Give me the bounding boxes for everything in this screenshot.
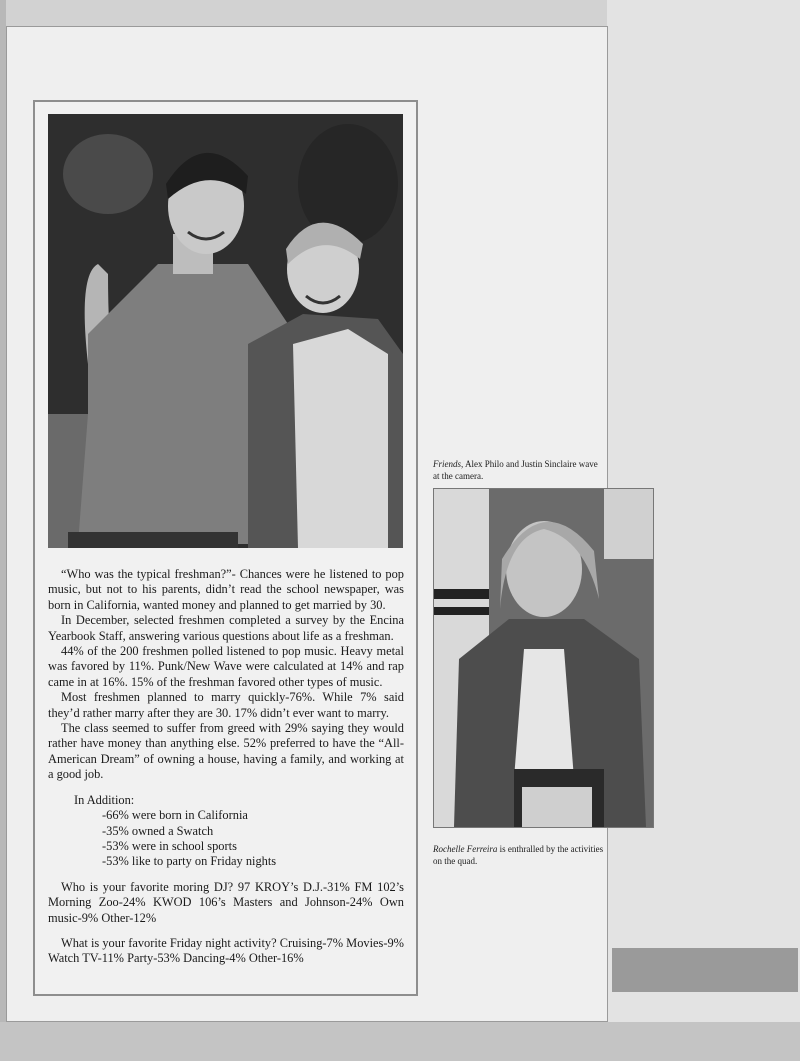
article-paragraph: “Who was the typical freshman?”- Chances were he listened to pop music, but not to his parents, didn’t read the school newspaper, was born in California, wanted money and planned to get married by 30. [48,567,404,612]
caption-rochelle-text: is enthralled by the activities on the quad. [433,844,604,866]
friday-question: What is your favorite Friday night activity? Cruising-7% Movies-9% Watch TV-11% Party-53% Dancing-4% Other-16% [48,935,404,966]
addition-item: -53% like to party on Friday nights [102,854,277,869]
article-paragraph: 44% of the 200 freshmen polled listened to pop music. Heavy metal was favored by 11%. Punk/New Wave were calculated at 14% and rap came in at 16%. 15% of the freshman favored other types of music. [48,644,404,689]
article-body [48,567,404,967]
spacer [48,926,404,936]
caption-friends-text: Alex Philo and Justin Sinclaire wave at the camera. [433,459,598,481]
article-paragraph: The class seemed to suffer from greed with 29% saying they would rather have money than anything else. 52% preferred to have the “All-American Dream” of owning a house, having a family, and working at a good job. [48,721,404,782]
caption-rochelle-name: Rochelle Ferreira [433,844,498,854]
addition-heading: In Addition: [74,792,135,807]
article-paragraph: In December, selected freshmen completed a survey by the Encina Yearbook Staff, answering various questions about life as a freshman. [48,613,404,643]
addition-item: -66% were born in California [102,808,248,823]
photo-rochelle-illustration [434,489,653,827]
article-paragraph: Most freshmen planned to marry quickly-76%. While 7% said they’d rather marry after they are 30. 17% didn’t ever want to marry. [48,690,404,720]
caption-friends [433,458,603,482]
addition-item: -53% were in school sports [102,838,237,853]
photo-friends-illustration [48,114,403,548]
addition-list [48,808,404,870]
dj-question: Who is your favorite moring DJ? 97 KROY’s D.J.-31% FM 102’s Morning Zoo-24% KWOD 106’s Masters and Johnson-24% Own music-9% Other-12% [48,879,404,925]
spacer [48,870,404,880]
spacer [48,783,404,793]
photo-friends [48,114,403,548]
caption-rochelle [433,843,611,867]
caption-friends-name: Friends, [433,459,464,469]
photo-rochelle [433,488,654,828]
accent-bar [612,948,798,992]
addition-item: -35% owned a Swatch [102,823,214,838]
page-margin-bottom [0,1022,800,1061]
